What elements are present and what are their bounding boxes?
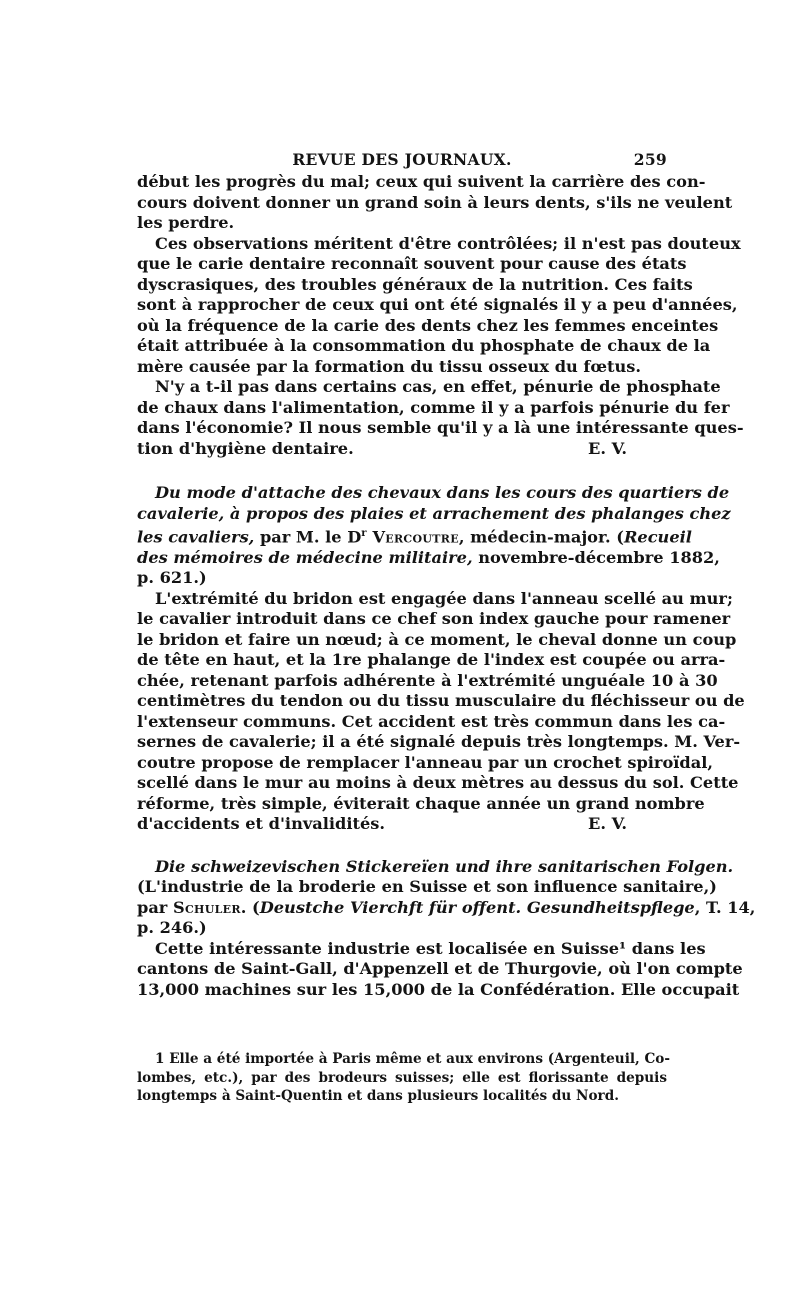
paragraph-2 (137, 233, 741, 378)
text-line: scellé dans le mur au moins à deux mètres au dessus du sol. Cette (137, 773, 739, 793)
text-line: où la fréquence de la carie des dents chez les femmes enceintes (137, 315, 719, 335)
paragraph-1 (137, 172, 733, 234)
article-title-line (137, 547, 720, 569)
footnote-line: longtemps à Saint-Quentin et dans plusieurs localités du Nord. (137, 1088, 619, 1104)
title-fragment: Recueil (623, 527, 692, 547)
article-title-line: p. 246.) (137, 918, 207, 938)
title-fragment: les cavaliers, (137, 527, 255, 547)
text-line: que le carie dentaire reconnaît souvent pour cause des états (137, 254, 687, 273)
text-line: tion d'hygiène dentaire. (137, 438, 354, 458)
text-line: N'y a t-il pas dans certains cas, en effet, pénurie de phosphate (155, 377, 721, 396)
author-signature: E. V. (588, 814, 627, 834)
author-signature: E. V. (588, 438, 627, 458)
article-title-line: Du mode d'attache des chevaux dans les cours des quartiers de (155, 483, 730, 502)
footnote-line: lombes, etc.), par des brodeurs suisses; elle est florissante depuis (137, 1069, 667, 1086)
text-line: sont à rapprocher de ceux qui ont été signalés il y a peu d'années, (137, 295, 738, 314)
paragraph-5 (137, 938, 743, 1001)
article-title-line: p. 621.) (137, 568, 207, 588)
text-line: L'extrémité du bridon est engagée dans l'anneau scellé au mur; (155, 588, 733, 608)
running-header (137, 150, 667, 172)
title-fragment: , T. 14, (694, 897, 756, 917)
text-line: début les progrès du mal; ceux qui suivent la carrière des con- (137, 172, 706, 191)
journal-name: Deustche Vierchft für offent. Gesundheitspflege (259, 897, 695, 917)
article-heading-3 (137, 856, 756, 939)
page-number: 259 (633, 150, 667, 169)
author-name: Vercoutre (366, 527, 459, 547)
text-line: dyscrasiques, des troubles généraux de la nutrition. Ces faits (137, 274, 693, 294)
page-body (137, 150, 756, 1000)
title-fragment: , médecin-major. ( (458, 527, 624, 547)
text-line: mère causée par la formation du tissu osseux du fœtus. (137, 356, 642, 376)
journal-section-title: REVUE DES JOURNAUX. (292, 150, 512, 169)
title-fragment: par (137, 897, 173, 917)
text-line: 13,000 machines sur les 15,000 de la Confédération. Elle occupait (137, 979, 740, 999)
text-line: chée, retenant parfois adhérente à l'extrémité unguéale 10 à 30 (137, 670, 718, 690)
article-title-line: (L'industrie de la broderie en Suisse et son influence sanitaire,) (137, 877, 717, 897)
text-line: l'extenseur communs. Cet accident est très commun dans les ca- (137, 711, 726, 731)
text-line: d'accidents et d'invalidités. (137, 814, 386, 834)
footnote (137, 1050, 671, 1106)
title-fragment: . ( (240, 897, 260, 917)
text-line: cantons de Saint-Gall, d'Appenzell et de Thurgovie, où l'on compte (137, 959, 743, 979)
author-name: Schuler (172, 897, 241, 917)
text-line: les perdre. (137, 213, 235, 232)
text-line: le cavalier introduit dans ce chef son index gauche pour ramener (137, 609, 731, 629)
article-title-line (137, 897, 756, 919)
text-line: sernes de cavalerie; il a été signalé depuis très longtemps. M. Ver- (137, 732, 741, 752)
journal-name: des mémoires de médecine militaire, (137, 547, 473, 567)
title-fragment: novembre-décembre 1882, (472, 547, 720, 567)
text-line: dans l'économie? Il nous semble qu'il y a là une intéressante ques- (137, 418, 744, 437)
text-line: centimètres du tendon ou du tissu musculaire du fléchisseur ou de (137, 691, 745, 711)
text-line: Cette intéressante industrie est localisée en Suisse¹ dans les (155, 938, 706, 958)
paragraph-4 (137, 588, 745, 835)
text-line-with-signature (137, 814, 667, 835)
article-title-line: cavalerie, à propos des plaies et arrachement des phalanges chez (137, 503, 731, 523)
article-title-line (137, 524, 692, 548)
paragraph-3 (137, 377, 744, 459)
superscript: r (361, 528, 367, 539)
text-line: Ces observations méritent d'être contrôlées; il n'est pas douteux (155, 233, 741, 253)
text-line: cours doivent donner un grand soin à leurs dents, s'ils ne veulent (137, 192, 733, 212)
text-line: réforme, très simple, éviterait chaque année un grand nombre (137, 793, 705, 813)
text-line: coutre propose de remplacer l'anneau par un crochet spiroïdal, (137, 752, 713, 772)
title-fragment: par M. le D (254, 527, 362, 547)
text-line: le bridon et faire un nœud; à ce moment, le cheval donne un coup (137, 629, 737, 649)
text-line: de chaux dans l'alimentation, comme il y a parfois pénurie du fer (137, 397, 730, 417)
text-line: de tête en haut, et la 1re phalange de l'index est coupée ou arra- (137, 650, 726, 670)
text-line-with-signature (137, 439, 667, 460)
article-heading-2 (137, 483, 731, 589)
article-title-line: Die schweizevischen Stickereïen und ihre sanitarischen Folgen. (155, 856, 734, 876)
text-line: était attribuée à la consommation du phosphate de chaux de la (137, 336, 711, 355)
footnote-line: 1 Elle a été importée à Paris même et aux environs (Argenteuil, Co- (155, 1051, 671, 1067)
